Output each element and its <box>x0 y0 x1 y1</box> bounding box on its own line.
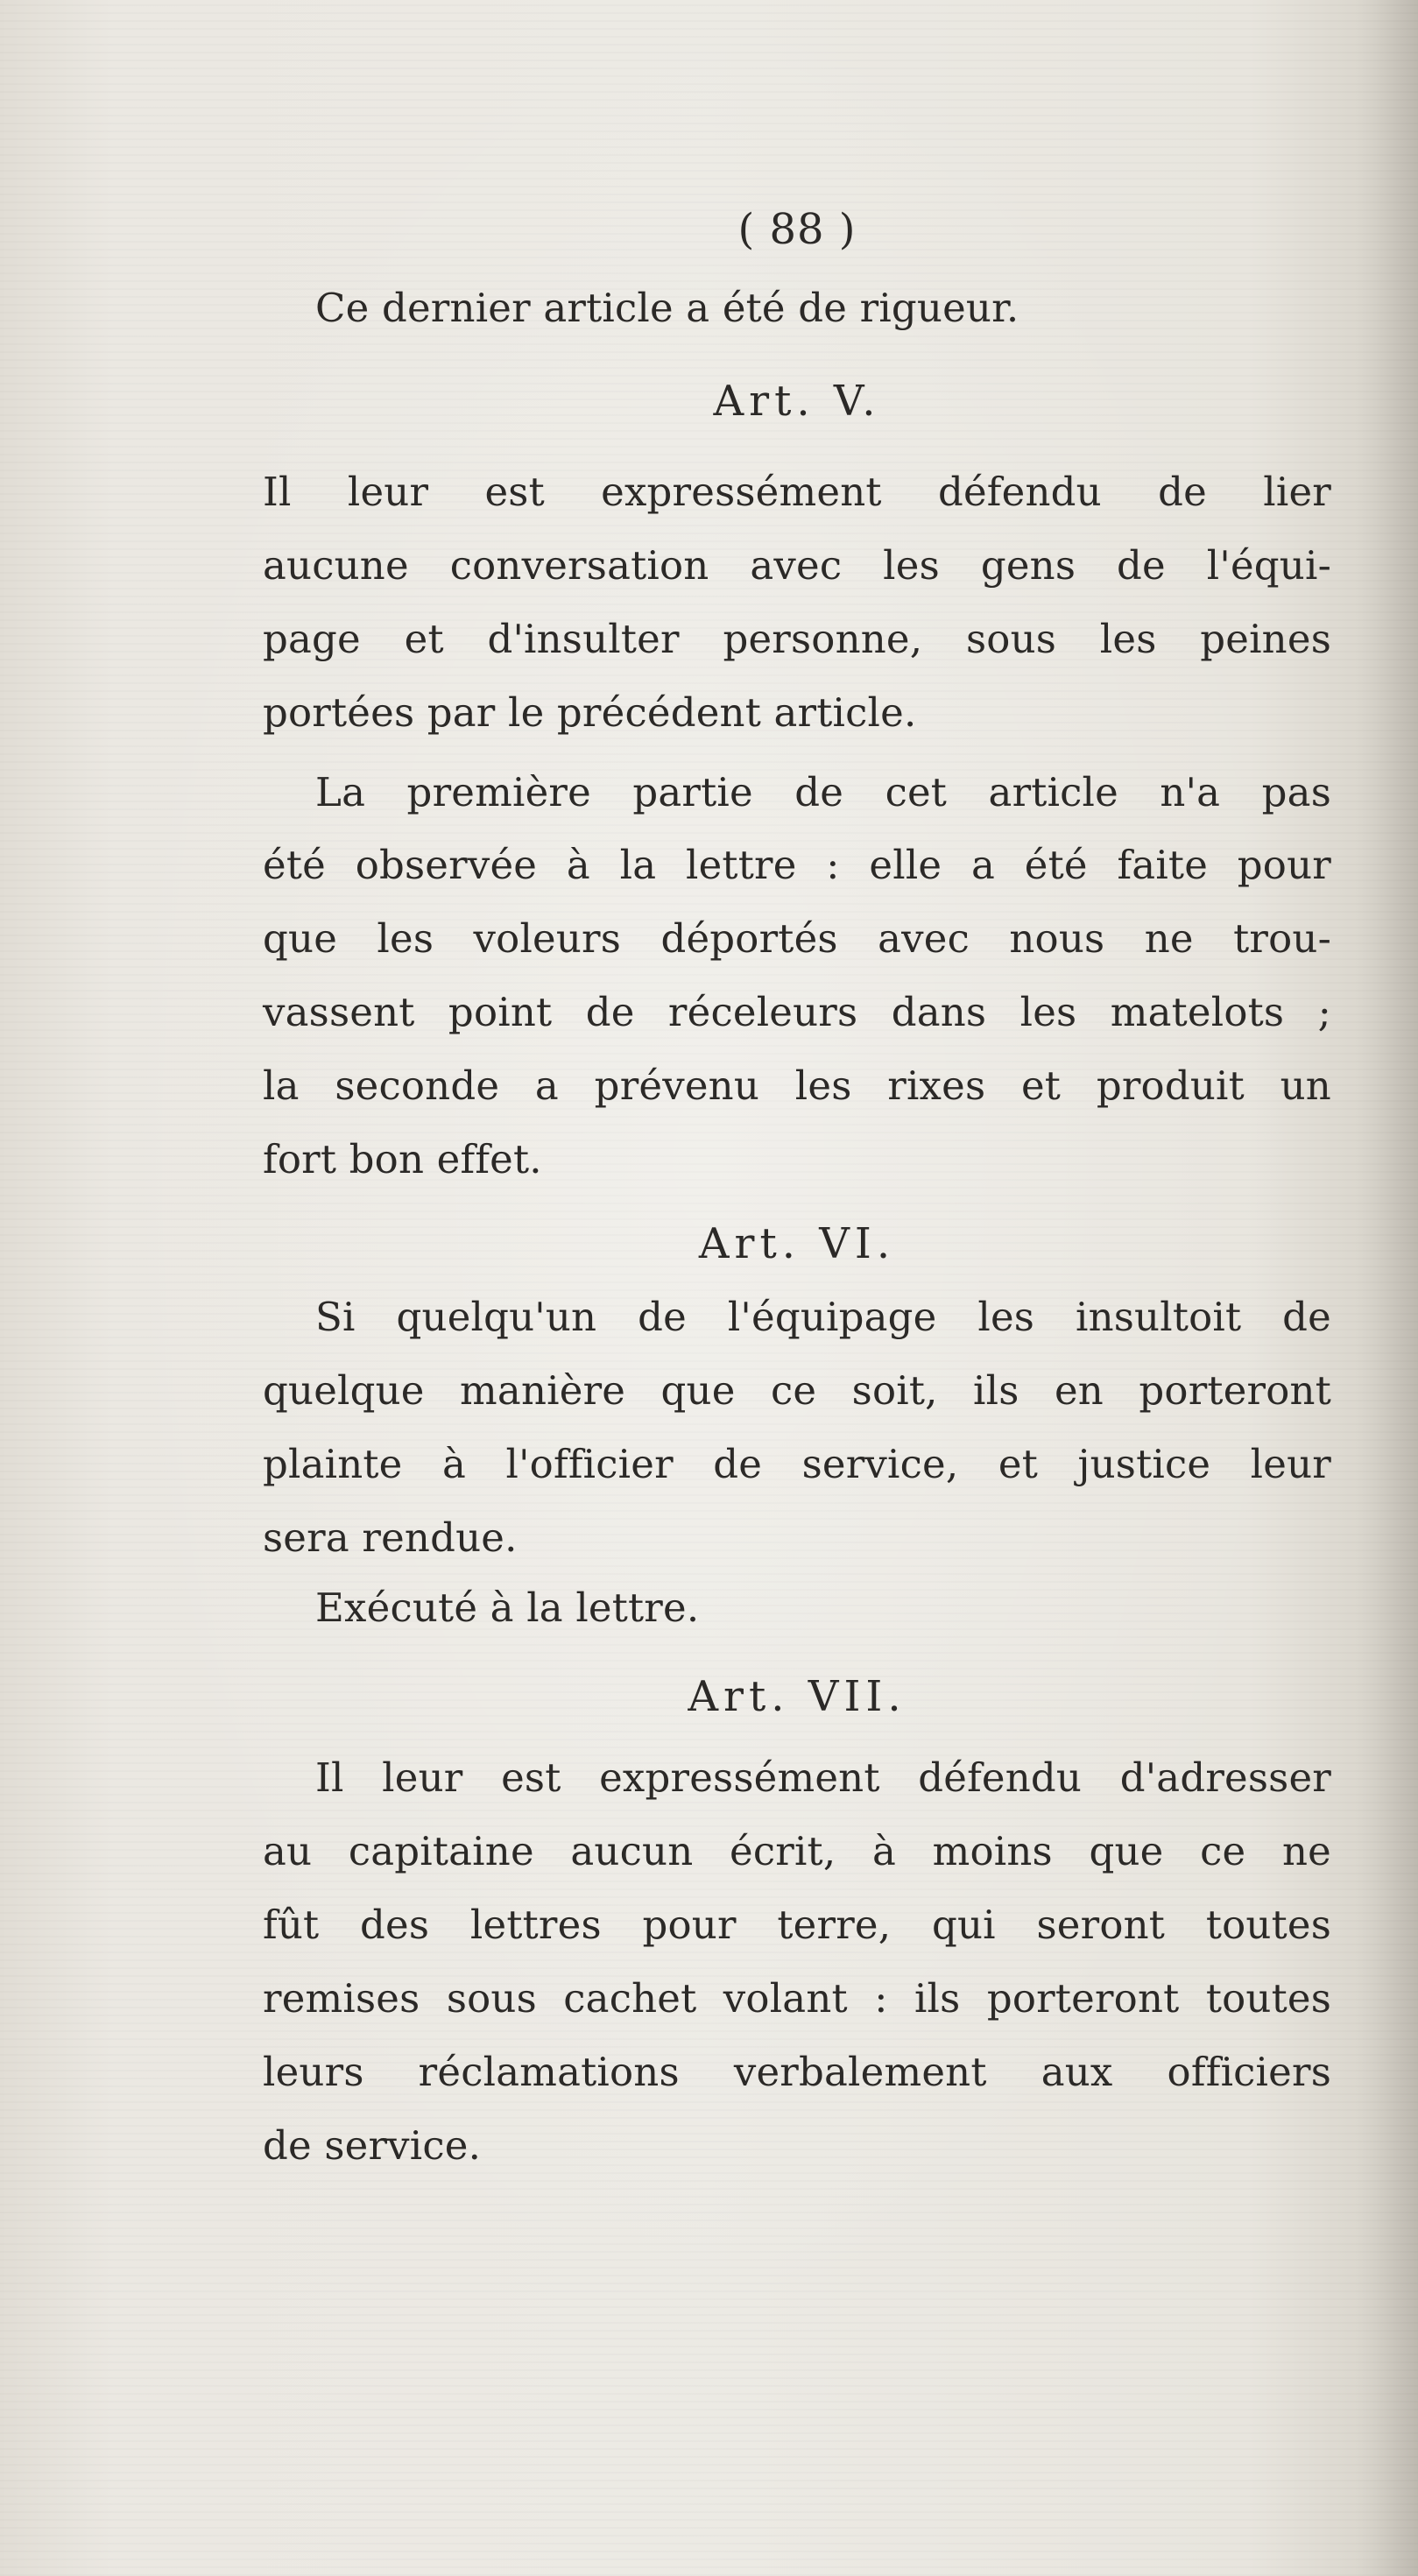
text-line: Ce dernier article a été de rigueur. <box>315 285 1019 331</box>
text-line: au capitaine aucun écrit, à moins que ce ne <box>263 1828 1331 1874</box>
article-heading: Art. VI. <box>698 1219 896 1268</box>
text-line: Si quelqu'un de l'équipage les insultoit de <box>315 1294 1331 1340</box>
text-line: plainte à l'officier de service, et justice leur <box>263 1441 1331 1487</box>
text-line: La première partie de cet article n'a pas <box>315 769 1331 815</box>
text-line: portées par le précédent article. <box>263 689 917 736</box>
text-line: quelque manière que ce soit, ils en porteront <box>263 1367 1331 1414</box>
text-line: sera rendue. <box>263 1514 518 1561</box>
article-heading: Art. V. <box>713 377 881 426</box>
text-line: de service. <box>263 2122 482 2169</box>
text-line: leurs réclamations verbalement aux officiers <box>263 2049 1331 2095</box>
text-line: Il leur est expressément défendu d'adresser <box>315 1754 1331 1801</box>
text-line: Il leur est expressément défendu de lier <box>263 469 1331 515</box>
text-line: que les voleurs déportés avec nous ne trou- <box>263 915 1331 962</box>
text-line: été observée à la lettre : elle a été faite pour <box>263 842 1331 888</box>
text-line: fût des lettres pour terre, qui seront toutes <box>263 1902 1331 1948</box>
text-line: remises sous cachet volant : ils porteront toutes <box>263 1975 1331 2022</box>
article-heading: Art. VII. <box>688 1672 907 1721</box>
text-line: vassent point de réceleurs dans les matelots ; <box>263 989 1331 1035</box>
page-number: ( 88 ) <box>737 205 857 254</box>
text-line: fort bon effet. <box>263 1136 542 1182</box>
text-line: Exécuté à la lettre. <box>315 1584 700 1631</box>
text-line: la seconde a prévenu les rixes et produit un <box>263 1062 1331 1109</box>
text-line: page et d'insulter personne, sous les peines <box>263 616 1331 662</box>
text-line: aucune conversation avec les gens de l'équi- <box>263 542 1331 589</box>
